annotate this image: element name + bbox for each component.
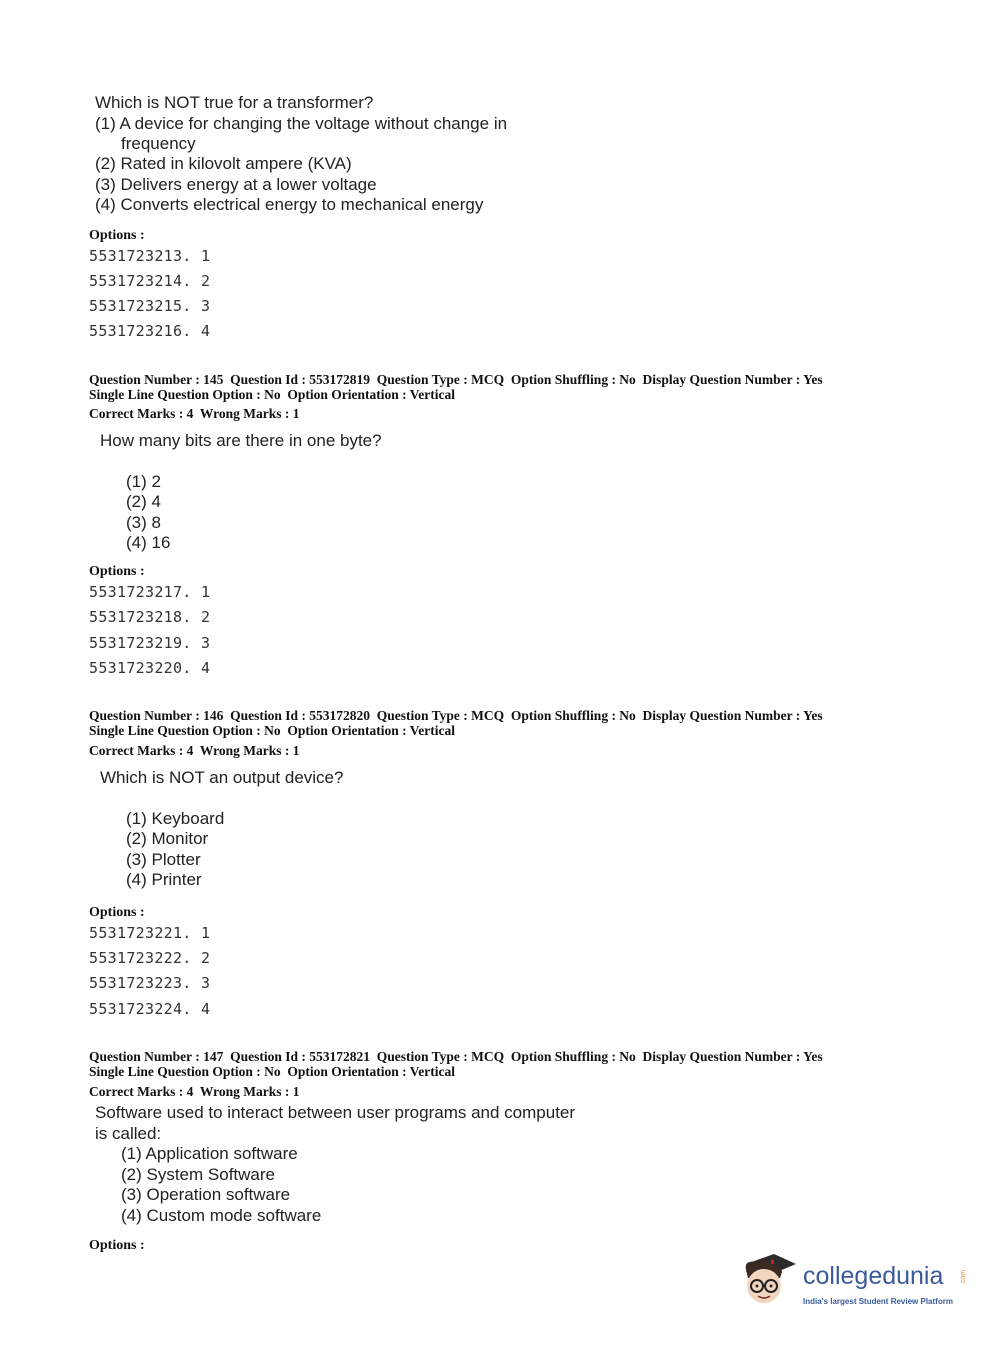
q145-options-label: Options :	[89, 564, 145, 579]
q146-choice-1: (1) Keyboard	[126, 809, 225, 828]
q145-choice-4: (4) 16	[126, 533, 171, 552]
q145-choice-1: (1) 2	[126, 472, 161, 491]
q144-options-label: Options :	[89, 228, 145, 243]
q146-options-label: Options :	[89, 905, 145, 920]
q147-options-label: Options :	[89, 1238, 145, 1253]
q146-marks: Correct Marks : 4 Wrong Marks : 1	[89, 743, 300, 758]
q147-meta-line-2: Single Line Question Option : No Option Orientation : Vertical	[89, 1064, 456, 1079]
q147-stem-line-1: Software used to interact between user programs and computer	[95, 1103, 576, 1122]
q147-choice-2: (2) System Software	[121, 1165, 275, 1184]
q145-option-id-3: 5531723219. 3	[89, 634, 211, 652]
q145-choice-2: (2) 4	[126, 492, 161, 511]
logo-com: .com	[960, 1269, 968, 1286]
q147-choice-4: (4) Custom mode software	[121, 1206, 322, 1225]
q144-option-id-4: 5531723216. 4	[89, 322, 211, 340]
q144-option-id-2: 5531723214. 2	[89, 272, 211, 290]
q145-meta-line-1: Question Number : 145 Question Id : 553172819 Question Type : MCQ Option Shuffling : No Display Question Number : Yes	[89, 372, 823, 387]
q147-marks: Correct Marks : 4 Wrong Marks : 1	[89, 1084, 300, 1099]
q146-meta-line-2: Single Line Question Option : No Option Orientation : Vertical	[89, 723, 456, 738]
q146-option-id-3: 5531723223. 3	[89, 974, 211, 992]
q144-choice-1: (1) A device for changing the voltage without change in	[95, 114, 508, 133]
logo-wordmark: collegedunia	[803, 1262, 944, 1290]
q147-stem-line-2: is called:	[95, 1124, 162, 1143]
q146-choice-2: (2) Monitor	[126, 829, 209, 848]
q145-stem: How many bits are there in one byte?	[100, 431, 382, 450]
q144-stem: Which is NOT true for a transformer?	[95, 93, 374, 112]
q146-option-id-1: 5531723221. 1	[89, 924, 211, 942]
collegedunia-mascot-logo	[738, 1248, 800, 1310]
q147-meta-line-1: Question Number : 147 Question Id : 553172821 Question Type : MCQ Option Shuffling : No Display Question Number : Yes	[89, 1049, 823, 1064]
q145-marks: Correct Marks : 4 Wrong Marks : 1	[89, 406, 300, 421]
q144-option-id-1: 5531723213. 1	[89, 247, 211, 265]
q144-choice-4: (4) Converts electrical energy to mechanical energy	[95, 195, 484, 214]
q146-meta-line-1: Question Number : 146 Question Id : 553172820 Question Type : MCQ Option Shuffling : No Display Question Number : Yes	[89, 708, 823, 723]
q145-option-id-1: 5531723217. 1	[89, 583, 211, 601]
q147-choice-3: (3) Operation software	[121, 1185, 291, 1204]
q144-option-id-3: 5531723215. 3	[89, 297, 211, 315]
q144-choice-1-cont: frequency	[121, 134, 196, 153]
q145-option-id-2: 5531723218. 2	[89, 608, 211, 626]
logo-tagline: India's largest Student Review Platform	[803, 1297, 953, 1306]
q144-choice-2: (2) Rated in kilovolt ampere (KVA)	[95, 154, 352, 173]
q145-choice-3: (3) 8	[126, 513, 161, 532]
mascot-icon	[738, 1248, 800, 1310]
q144-choice-3: (3) Delivers energy at a lower voltage	[95, 175, 377, 194]
q147-choice-1: (1) Application software	[121, 1144, 298, 1163]
q146-option-id-4: 5531723224. 4	[89, 1000, 211, 1018]
q145-option-id-4: 5531723220. 4	[89, 659, 211, 677]
q145-meta-line-2: Single Line Question Option : No Option Orientation : Vertical	[89, 387, 456, 402]
q146-option-id-2: 5531723222. 2	[89, 949, 211, 967]
q146-choice-3: (3) Plotter	[126, 850, 201, 869]
q146-stem: Which is NOT an output device?	[100, 768, 344, 787]
q146-choice-4: (4) Printer	[126, 870, 202, 889]
